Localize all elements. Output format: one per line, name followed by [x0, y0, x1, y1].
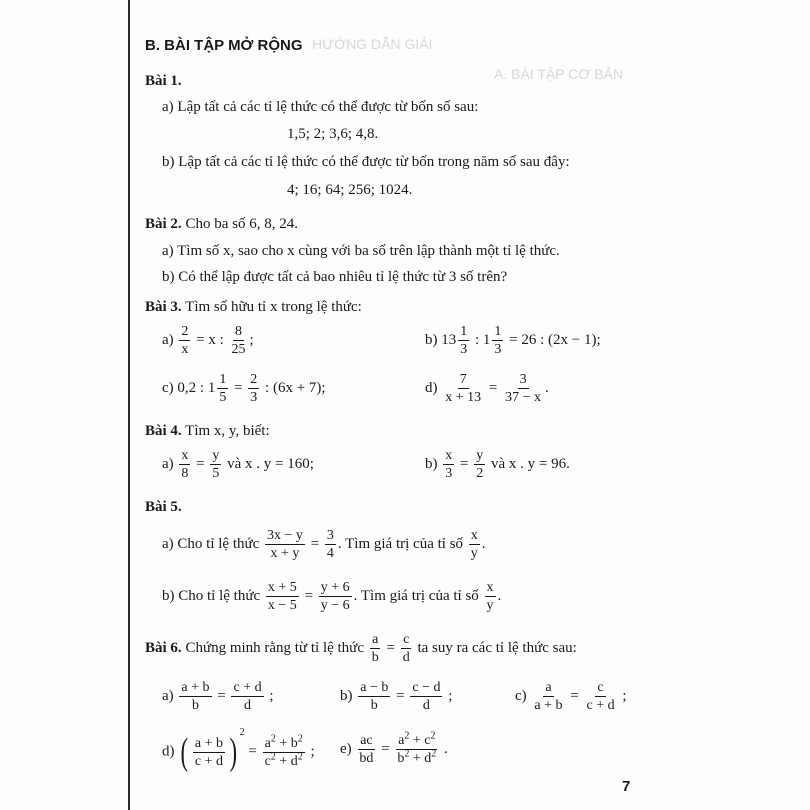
- fraction: $\frac{2}{x}$: [181, 324, 189, 357]
- item-label: c): [515, 687, 527, 704]
- fraction: $\frac{y}{5}$: [212, 448, 220, 481]
- item-label: b): [425, 331, 438, 348]
- exercise-1b-numbers: 4; 16; 64; 256; 1024.: [287, 182, 413, 198]
- exercise-5b: b) Cho tỉ lệ thức $\frac{x + 5}{x - 5}$ = $\frac{y + 6}{y - 6}$ . Tìm giá trị của tỉ số $\frac{x}{y}$ .: [162, 580, 502, 613]
- exercise-2-line: [145, 215, 298, 233]
- fraction: $\frac{c - d}{d}$: [412, 680, 441, 713]
- fraction: $\frac{ac}{bd}$: [359, 733, 374, 766]
- exercise-1-label: Bài 1.: [145, 73, 182, 89]
- fraction: $\frac{x}{y}$: [470, 528, 478, 561]
- exercise-6b: b) $\frac{a - b}{b}$ = $\frac{c - d}{d}$ ;: [340, 680, 453, 713]
- exercise-3c: c) 0,2 : 1 $\frac{1}{5}$ = $\frac{2}{3}$ : (6x + 7);: [162, 372, 326, 405]
- exercise-2-label: Bài 2.: [145, 216, 182, 232]
- exercise-4-intro: Tìm x, y, biết:: [185, 423, 270, 439]
- exercise-5-label: Bài 5.: [145, 499, 182, 515]
- exercise-4b: b) $\frac{x}{3}$ = $\frac{y}{2}$ và x . y = 96.: [425, 448, 570, 481]
- exercise-3-line: [145, 298, 362, 316]
- fraction: $\frac{3}{37 - x}$: [505, 372, 542, 405]
- exercise-4-line: [145, 422, 270, 440]
- fraction: $\frac{y + 6}{y - 6}$: [320, 580, 350, 613]
- fraction: $\frac{y}{2}$: [476, 448, 484, 481]
- fraction: $\frac{x}{8}$: [181, 448, 189, 481]
- exercise-3-intro: Tìm số hữu tỉ x trong lệ thức:: [185, 299, 362, 315]
- fraction: $\frac{1}{5}$: [219, 372, 227, 405]
- exercise-3-label: Bài 3.: [145, 299, 182, 315]
- exercise-4-label: Bài 4.: [145, 423, 182, 439]
- fraction: $\frac{a + b}{b}$: [181, 680, 210, 713]
- fraction: $\frac{x}{3}$: [445, 448, 453, 481]
- exercise-5a: a) Cho tỉ lệ thức $\frac{3x - y}{x + y}$ = $\frac{3}{4}$ . Tìm giá trị của tỉ số $\frac{x}{y}$ .: [162, 528, 486, 561]
- exercise-3a: a) $\frac{2}{x}$ = x : $\frac{8}{25}$ ;: [162, 324, 254, 357]
- fraction: $\frac{a^2 + b^2}{c^2 + d^2}$: [264, 732, 303, 769]
- item-label: b): [425, 455, 438, 472]
- item-label: a): [162, 455, 174, 472]
- exercise-6c: c) $\frac{a}{a + b}$ = $\frac{c}{c + d}$ ;: [515, 680, 627, 713]
- exercise-2b-text: b) Có thể lập được tất cả bao nhiêu tỉ lệ thức từ 3 số trên?: [162, 269, 508, 285]
- section-title: B. BÀI TẬP MỞ RỘNG: [145, 37, 303, 54]
- item-label: b): [340, 687, 353, 704]
- item-label: a): [162, 331, 174, 348]
- fraction: $\frac{c + d}{d}$: [233, 680, 262, 713]
- item-label: a): [162, 687, 174, 704]
- exercise-6e: e) $\frac{ac}{bd}$ = $\frac{a^2 + c^2}{b^2 + d^2}$ .: [340, 730, 448, 766]
- exercise-1b-text: b) Lập tất cả các tỉ lệ thức có thể được từ bốn trong năm số sau đây:: [162, 154, 570, 170]
- fraction: $\frac{7}{x + 13}$: [445, 372, 482, 405]
- exercise-4a: a) $\frac{x}{8}$ = $\frac{y}{5}$ và x . y = 160;: [162, 448, 314, 481]
- exercise-6a: a) $\frac{a + b}{b}$ = $\frac{c + d}{d}$ ;: [162, 680, 274, 713]
- fraction: $\frac{8}{25}$: [231, 324, 246, 357]
- fraction: $\frac{1}{3}$: [460, 324, 468, 357]
- fraction: $\frac{3x - y}{x + y}$: [267, 528, 303, 561]
- fraction: $\frac{x}{y}$: [486, 580, 494, 613]
- fraction: $\frac{c}{d}$: [402, 632, 410, 665]
- fraction: $\frac{x + 5}{x - 5}$: [267, 580, 297, 613]
- show-through-text: A. BÀI TẬP CƠ BẢN: [494, 66, 623, 82]
- fraction: $\frac{3}{4}$: [326, 528, 334, 561]
- item-label: c): [162, 379, 174, 396]
- exercise-6d: d) ( $\frac{a + b}{c + d}$ ) $^2$ = $\frac{a^2 + b^2}{c^2 + d^2}$ ;: [162, 727, 315, 773]
- fraction: $\frac{a - b}{b}$: [360, 680, 389, 713]
- exercise-3b: b) 13 $\frac{1}{3}$ : 1 $\frac{1}{3}$ = 26 : (2x − 1);: [425, 324, 601, 357]
- exercise-2-intro: Cho ba số 6, 8, 24.: [185, 216, 298, 232]
- fraction: $\frac{1}{3}$: [494, 324, 502, 357]
- item-label: d): [162, 743, 175, 760]
- exercise-2a-text: a) Tìm số x, sao cho x cùng với ba số trên lập thành một tỉ lệ thức.: [162, 243, 560, 259]
- fraction: $\frac{a^2 + c^2}{b^2 + d^2}$: [397, 730, 437, 766]
- item-label: e): [340, 740, 352, 757]
- fraction: $\frac{a}{b}$: [371, 632, 379, 665]
- exercise-1a-numbers: 1,5; 2; 3,6; 4,8.: [287, 126, 379, 142]
- exercise-6-label: Bài 6.: [145, 639, 182, 656]
- fraction: $\frac{a + b}{c + d}$: [194, 735, 224, 769]
- exercise-1a-text: a) Lập tất cả các tỉ lệ thức có thể được từ bốn số sau:: [162, 99, 479, 115]
- fraction: $\frac{a}{a + b}$: [534, 680, 563, 713]
- show-through-text: HƯỚNG DẪN GIẢI: [312, 36, 433, 52]
- exercise-3d: d) $\frac{7}{x + 13}$ = $\frac{3}{37 - x}$ .: [425, 372, 549, 405]
- page-number: 7: [622, 778, 631, 795]
- exercise-6-line: Bài 6. Chứng minh rằng từ tỉ lệ thức $\frac{a}{b}$ = $\frac{c}{d}$ ta suy ra các tỉ lệ thức sau:: [145, 632, 577, 665]
- item-label: d): [425, 379, 438, 396]
- page-binding-edge: [128, 0, 130, 810]
- fraction: $\frac{c}{c + d}$: [586, 680, 615, 713]
- fraction: $\frac{2}{3}$: [250, 372, 258, 405]
